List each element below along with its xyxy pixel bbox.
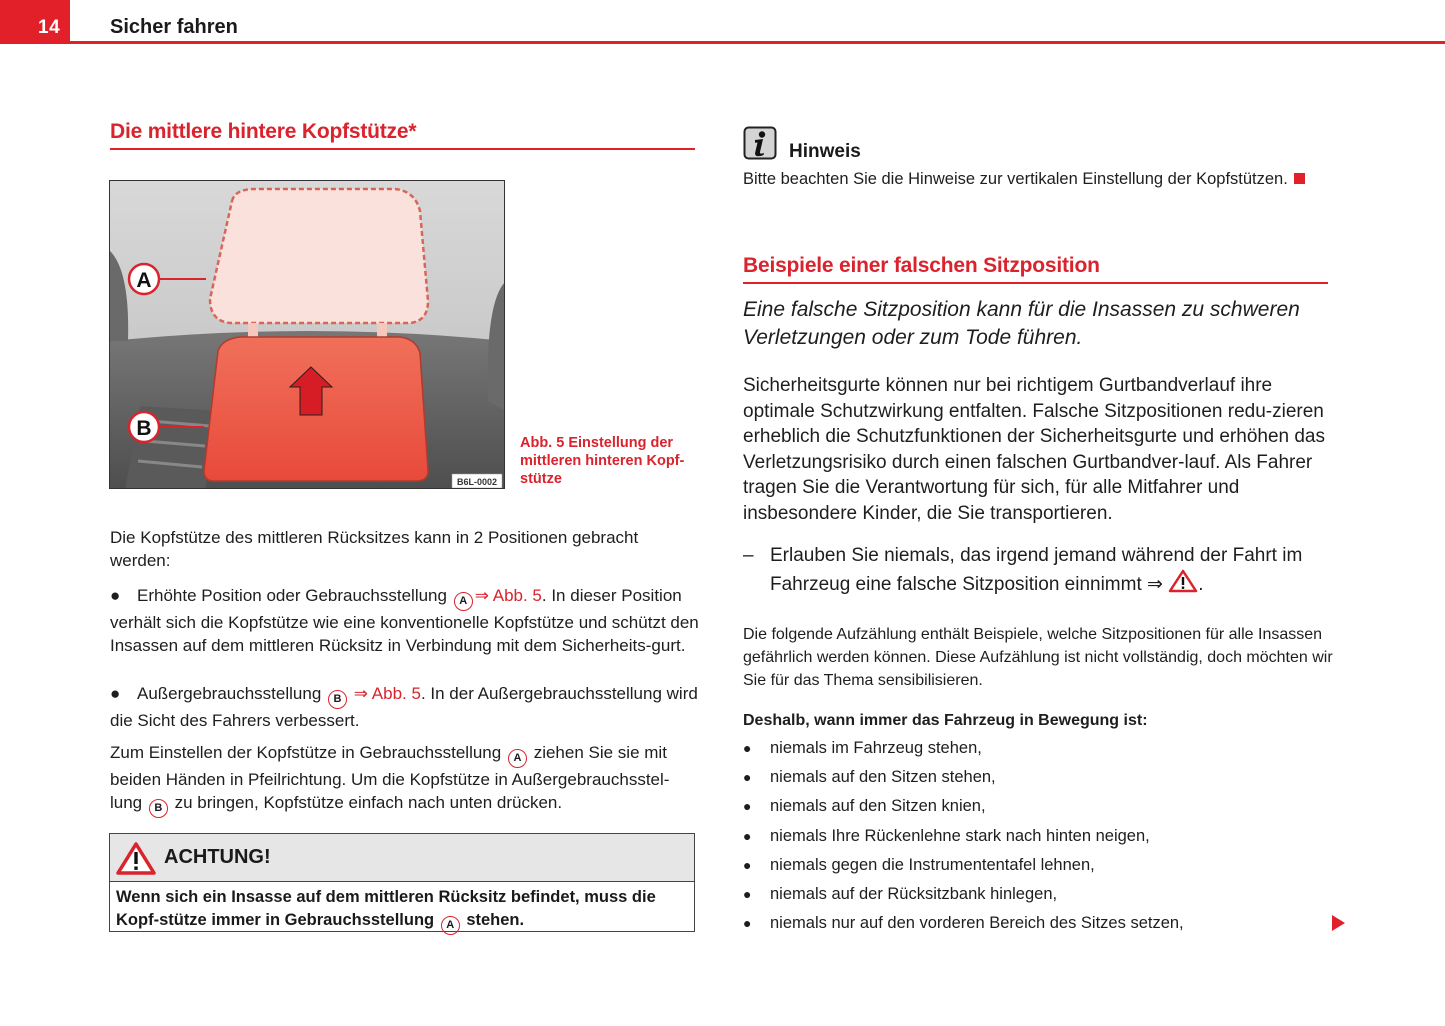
figure-link[interactable]: ⇒ Abb. 5: [474, 586, 542, 605]
list-item: ● niemals gegen die Instrumententafel lehnen,: [743, 851, 1303, 880]
instruction-item: – Erlauben Sie niemals, das irgend jemand während der Fahrt im Fahrzeug eine falsche Sitzposition einnimmt ⇒ .: [743, 543, 1343, 597]
bullet-item-lowered: ● Außergebrauchsstellung B ⇒ Abb. 5. In der Außergebrauchsstellung wird die Sicht des Fahrers verbessert.: [110, 684, 698, 730]
bullet-icon: ●: [743, 915, 752, 932]
note-title: Hinweis: [789, 141, 861, 162]
marker-b: B: [328, 690, 347, 709]
dangerous-positions-list: [743, 734, 1303, 938]
svg-text:B6L-0002: B6L-0002: [456, 477, 498, 487]
marker-a: A: [441, 916, 460, 935]
page-number: 14: [38, 17, 61, 38]
continue-next-page-icon[interactable]: [1332, 915, 1345, 931]
headrest-illustration: [110, 181, 505, 489]
warning-header: [110, 834, 694, 882]
list-item: ● niemals Ihre Rückenlehne stark nach hinten neigen,: [743, 822, 1303, 851]
figure-caption: Abb. 5 Einstellung der mittleren hinteren Kopf-stütze: [520, 435, 685, 487]
section-rule: [110, 148, 695, 150]
bullet-icon: ●: [743, 798, 752, 815]
figure-link[interactable]: ⇒ Abb. 5: [353, 684, 421, 703]
bullet-icon: ●: [743, 827, 752, 844]
end-of-section-icon: [1294, 173, 1305, 184]
chapter-title: Sicher fahren: [110, 16, 238, 38]
info-icon: [743, 126, 777, 160]
note-text: Bitte beachten Sie die Hinweise zur vertikalen Einstellung der Kopfstützen.: [743, 168, 1343, 191]
headrest-figure: [109, 180, 505, 489]
list-item: ● niemals nur auf den vorderen Bereich des Sitzes setzen,: [743, 909, 1303, 938]
list-item: ● niemals im Fahrzeug stehen,: [743, 734, 1303, 763]
svg-text:B: B: [136, 417, 152, 440]
list-item: ● niemals auf den Sitzen knien,: [743, 792, 1303, 821]
bullet-icon: ●: [743, 856, 752, 873]
list-heading: Deshalb, wann immer das Fahrzeug in Bewegung ist:: [743, 712, 1148, 729]
bullet-icon: ●: [743, 886, 752, 903]
list-item: ● niemals auf den Sitzen stehen,: [743, 763, 1303, 792]
adjust-paragraph: Zum Einstellen der Kopfstütze in Gebrauchsstellung A ziehen Sie sie mit beiden Händen in Pfeilrichtung. Um die Kopfstütze in Außergebrauchsstel-lung B zu bringen, Kopfstütze einfach nach unten drücken.: [110, 741, 695, 818]
warning-triangle-icon[interactable]: [1168, 569, 1198, 593]
list-item: ● niemals auf der Rücksitzbank hinlegen,: [743, 880, 1303, 909]
lead-warning-text: Eine falsche Sitzposition kann für die Insassen zu schweren Verletzungen oder zum Tode führen.: [743, 298, 1300, 349]
bullet-icon: ●: [743, 740, 752, 757]
warning-box: [109, 833, 695, 932]
dash-icon: –: [743, 545, 754, 566]
intro-paragraph: Die Kopfstütze des mittleren Rücksitzes kann in 2 Positionen gebracht werden:: [110, 528, 639, 570]
bullet-item-raised: ● Erhöhte Position oder Gebrauchsstellung A ⇒ Abb. 5. In dieser Position verhält sich die Kopfstütze wie eine konventionelle Kopfstütze und schützt den Insassen auf dem mittleren Rücksitz in Verbindung mit dem Sicherheits-gurt.: [110, 586, 699, 655]
marker-a: A: [454, 592, 473, 611]
enumeration-intro: Die folgende Aufzählung enthält Beispiele, welche Sitzpositionen für alle Insassen gefährlich werden können. Diese Aufzählung ist nicht vollständig, doch möchten wir Sie für das Thema sensibilisieren.: [743, 626, 1333, 689]
svg-text:A: A: [136, 269, 152, 292]
marker-b: B: [149, 799, 168, 818]
marker-a: A: [508, 749, 527, 768]
warning-text: Wenn sich ein Insasse auf dem mittleren Rücksitz befindet, muss die Kopf-stütze immer in Gebrauchsstellung A stehen.: [110, 882, 694, 939]
section-rule: [743, 282, 1328, 284]
section-title-seating: Beispiele einer falschen Sitzposition: [743, 254, 1100, 277]
section-title-headrest: Die mittlere hintere Kopfstütze*: [110, 120, 417, 143]
bullet-icon: ●: [743, 769, 752, 786]
warning-triangle-icon: [116, 841, 156, 875]
bullet-icon: ●: [110, 684, 121, 703]
warning-title: ACHTUNG!: [164, 846, 271, 868]
header-rule: [0, 41, 1445, 44]
bullet-icon: ●: [110, 586, 121, 605]
body-paragraph: Sicherheitsgurte können nur bei richtigem Gurtbandverlauf ihre optimale Schutzwirkung entfalten. Falsche Sitzpositionen redu-zieren erheblich die Schutzfunktionen der Sicherheitsgurte und erhöhen das Verletzungsrisiko durch einen falschen Gurtbandver-lauf. Als Fahrer tragen Sie die Verantwortung für sich, für alle Mitfahrer und insbesondere Kinder, die Sie transportieren.: [743, 375, 1325, 524]
